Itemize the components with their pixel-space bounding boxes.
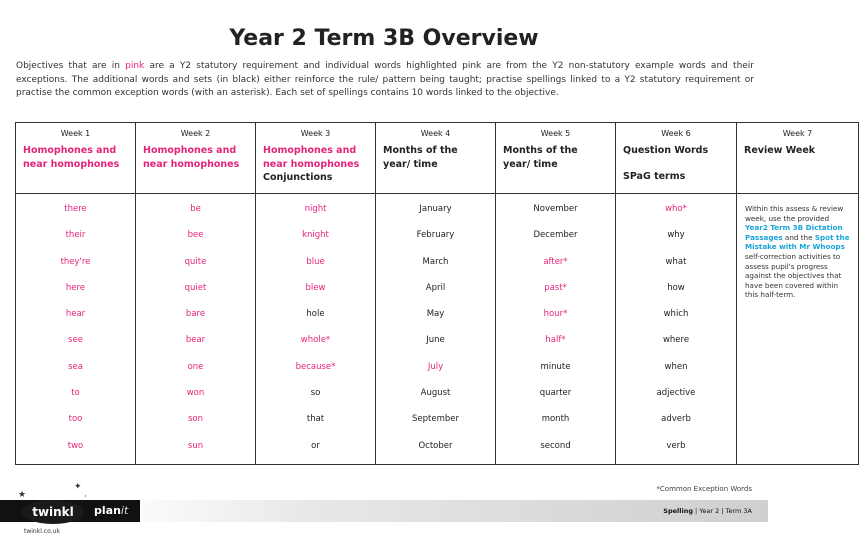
footer-right-label <box>663 507 752 515</box>
spelling-word: June <box>426 335 445 346</box>
spelling-word: verb <box>666 440 686 451</box>
week-header-3 <box>256 123 376 194</box>
page-title: Year 2 Term 3B Overview <box>229 26 539 51</box>
spelling-word: April <box>425 282 446 293</box>
spelling-word: month <box>541 414 570 425</box>
footer-term: | Year 2 | Term 3A <box>692 507 752 515</box>
star-icon: ✦ <box>74 482 82 492</box>
spelling-word: quite <box>184 256 207 267</box>
week-header-6 <box>616 123 737 194</box>
spelling-word: February <box>416 230 455 241</box>
spelling-word: blew <box>305 282 326 293</box>
objective: Months of the year/ time <box>383 145 458 170</box>
spelling-word: December <box>533 230 578 241</box>
spelling-word: where <box>662 335 690 346</box>
spelling-word: quarter <box>539 388 572 399</box>
spelling-word: to <box>71 388 80 399</box>
objective: Homophones and near homophones <box>23 145 120 170</box>
spelling-word: what <box>665 256 687 267</box>
site-url: twinkl.co.uk <box>24 528 60 535</box>
spelling-word: quiet <box>184 282 207 293</box>
objective: Homophones and near homophones <box>263 145 360 170</box>
week-label: Week 4 <box>420 129 451 138</box>
logo-wordmark: twinkl <box>22 500 84 524</box>
spelling-word: sun <box>187 440 204 451</box>
spelling-word: too <box>68 414 83 425</box>
words-row <box>16 194 859 465</box>
footnote: *Common Exception Words <box>656 485 752 493</box>
review-instructions <box>737 196 858 300</box>
week-header-1 <box>16 123 136 194</box>
spelling-word: minute <box>540 361 571 372</box>
week-label: Week 6 <box>661 129 691 138</box>
spelling-word: half* <box>545 335 566 346</box>
spelling-word: bee <box>187 230 204 241</box>
spelling-word: they're <box>60 256 91 267</box>
spelling-word: September <box>412 414 459 425</box>
spelling-word: one <box>187 361 204 372</box>
spelling-word: bare <box>185 309 206 320</box>
spelling-word: be <box>190 204 201 214</box>
spelling-word: hour* <box>543 309 568 320</box>
week-header-5 <box>496 123 616 194</box>
spelling-word: hole <box>306 309 325 320</box>
spelling-word: knight <box>302 230 329 241</box>
intro-part-1: Objectives that are in <box>16 61 126 71</box>
spelling-word: after* <box>543 256 568 267</box>
review-text: Within this assess & review week, use the provided <box>745 204 844 223</box>
intro-part-2: are a Y2 statutory requirement and individual words highlighted pink are from the Y2 non-statutory example words and their exceptions. The additional words and sets (in black) either reinforce the rule/ pattern being taught; practise spellings linked to a Y2 statutory requirement or practise the common exception words (with an asterisk). Each set of spellings contains 10 words linked to the objective. <box>16 61 755 98</box>
week-header-7 <box>737 123 859 194</box>
week-words-1 <box>16 194 136 465</box>
spelling-word: won <box>186 388 205 399</box>
week-words-5 <box>496 194 616 465</box>
week-label: Week 7 <box>782 129 813 138</box>
review-text: self-correction activities to assess pupil's progress against the objectives that have been covered within this half-term. <box>745 251 842 300</box>
week-words-6 <box>616 194 737 465</box>
spelling-word: bear <box>185 335 206 346</box>
spelling-word: when <box>664 361 688 372</box>
week-words-3 <box>256 194 376 465</box>
spelling-word: here <box>65 282 86 293</box>
spelling-word: why <box>667 230 685 241</box>
overview-table <box>15 122 859 465</box>
spelling-word: their <box>65 230 86 241</box>
spelling-word: hear <box>65 309 86 320</box>
spelling-word: second <box>540 440 571 451</box>
spelling-word: which <box>663 309 689 320</box>
spelling-word: there <box>64 204 87 214</box>
spelling-word: how <box>667 282 685 293</box>
week-words-4 <box>376 194 496 465</box>
week-label: Week 2 <box>180 129 211 138</box>
objective: Review Week <box>744 145 816 156</box>
dictation-passages-link[interactable]: Year2 Term 3B Dictation Passages <box>745 223 843 242</box>
objective: Months of the year/ time <box>503 145 578 170</box>
spelling-word: son <box>187 414 204 425</box>
week-words-2 <box>136 194 256 465</box>
spelling-word: who* <box>665 204 687 214</box>
week-label: Week 1 <box>60 129 91 138</box>
spelling-word: October <box>418 440 453 451</box>
spelling-word: past* <box>544 282 567 293</box>
objective: Conjunctions <box>263 172 333 183</box>
spelling-word: August <box>420 388 451 399</box>
intro-pink-word: pink <box>125 61 145 71</box>
spelling-word: blue <box>306 256 325 267</box>
spelling-word: adverb <box>661 414 691 425</box>
objective: SPaG terms <box>623 170 686 182</box>
spelling-word: because* <box>295 361 336 372</box>
planit-wordmark <box>94 504 128 517</box>
week-label: Week 5 <box>540 129 571 138</box>
week-label: Week 3 <box>300 129 331 138</box>
spelling-word: January <box>419 204 452 214</box>
review-text: and the <box>782 232 815 242</box>
spelling-word: so <box>310 388 321 399</box>
spelling-word: adjective <box>656 388 696 399</box>
spelling-word: whole* <box>300 335 331 346</box>
planit-b: it <box>120 504 129 517</box>
spelling-word: or <box>311 440 320 451</box>
planit-a: plan <box>94 504 121 517</box>
spot-the-mistake-link[interactable]: Spot the Mistake with Mr Whoops <box>745 232 850 252</box>
week-header-4 <box>376 123 496 194</box>
spelling-word: two <box>67 440 84 451</box>
spelling-word: July <box>427 361 444 372</box>
spelling-word: sea <box>68 361 83 372</box>
week-header-2 <box>136 123 256 194</box>
header-row <box>16 123 859 194</box>
spelling-word: November <box>533 204 578 214</box>
objective: Homophones and near homophones <box>143 145 240 170</box>
twinkl-logo <box>16 482 146 542</box>
footer-subject: Spelling <box>663 507 693 515</box>
spelling-word: night <box>304 204 327 214</box>
spelling-word: see <box>68 335 83 346</box>
intro-paragraph <box>16 60 754 101</box>
spelling-word: May <box>426 309 445 320</box>
star-icon: · <box>84 492 87 502</box>
objective: Question Words <box>623 145 709 156</box>
week-words-7 <box>737 194 859 465</box>
spelling-word: March <box>422 256 449 267</box>
spelling-word: that <box>306 414 325 425</box>
star-icon: ★ <box>18 490 27 500</box>
